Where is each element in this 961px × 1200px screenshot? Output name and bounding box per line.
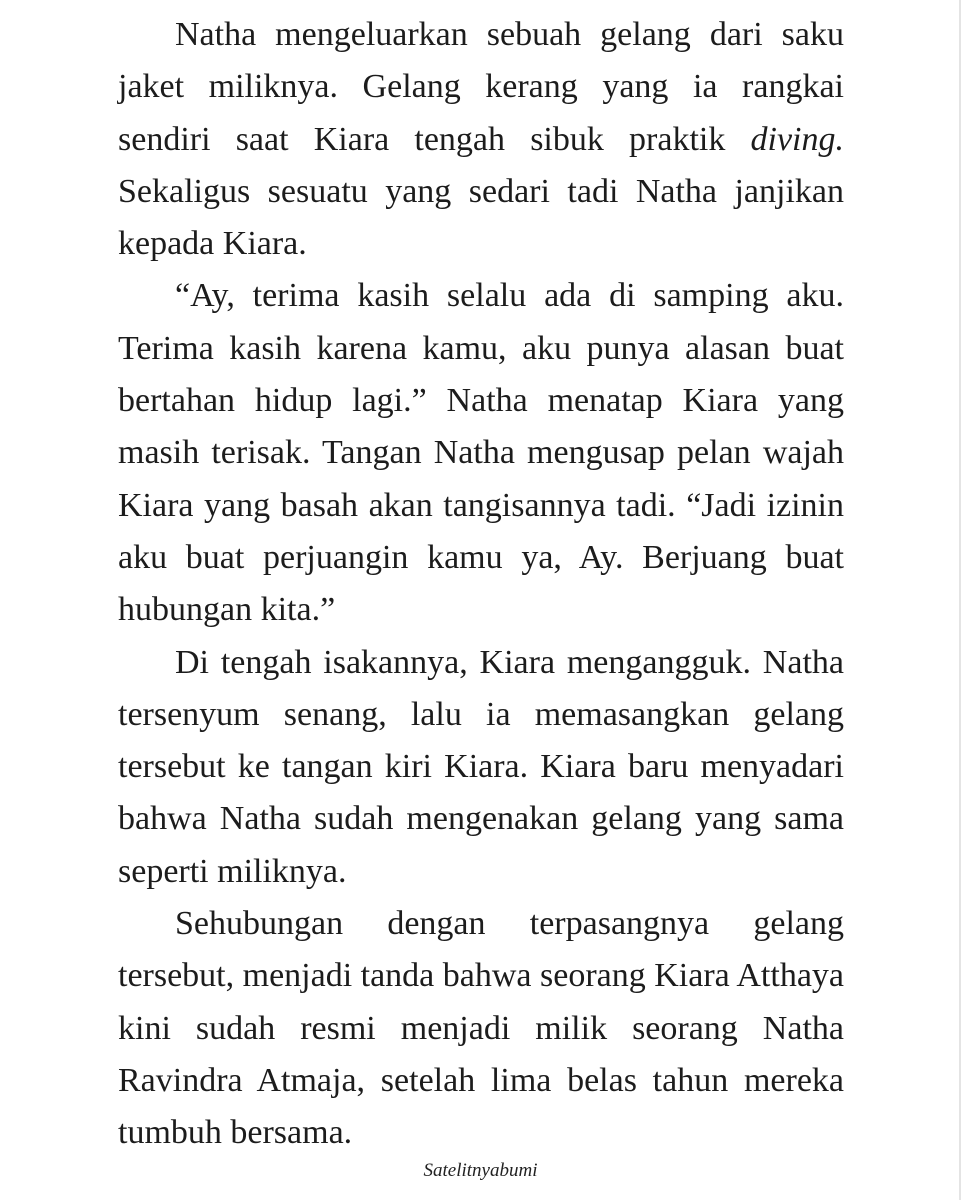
paragraph-1 [118,9,844,270]
paragraph-1-italic-word: diving. [750,120,844,158]
author-footer: Satelitnyabumi [423,1160,538,1181]
paragraph-1-part-1: Natha mengeluarkan sebuah gelang dari saku jaket miliknya. Gelang kerang yang ia rangkai sendiri saat Kiara tengah sibuk praktik [118,16,844,158]
paragraph-4: Sehubungan dengan terpasangnya gelang tersebut, menjadi tanda bahwa seorang Kiara Atthaya kini sudah resmi menjadi milik seorang Natha Ravindra Atmaja, setelah lima belas tahun mereka tumbuh bersama. [118,905,845,1152]
paragraph-2: “Ay, terima kasih selalu ada di samping aku. Terima kasih karena kamu, aku punya alasan buat bertahan hidup lagi.” Natha menatap Kiara yang masih terisak. Tangan Natha mengusap pelan wajah Kiara yang basah akan tangisannya tadi. “Jadi izinin aku buat perjuangin kamu ya, Ay. Berjuang buat hubungan kita.” [118,277,844,629]
story-text [118,9,844,1160]
paragraph-1-part-3: Sekaligus sesuatu yang sedari tadi Natha janjikan kepada Kiara. [118,172,844,263]
paragraph-3: Di tengah isakannya, Kiara mengangguk. Natha tersenyum senang, lalu ia memasangkan gelang tersebut ke tangan kiri Kiara. Kiara baru menyadari bahwa Natha sudah mengenakan gelang yang sama seperti miliknya. [118,643,844,890]
